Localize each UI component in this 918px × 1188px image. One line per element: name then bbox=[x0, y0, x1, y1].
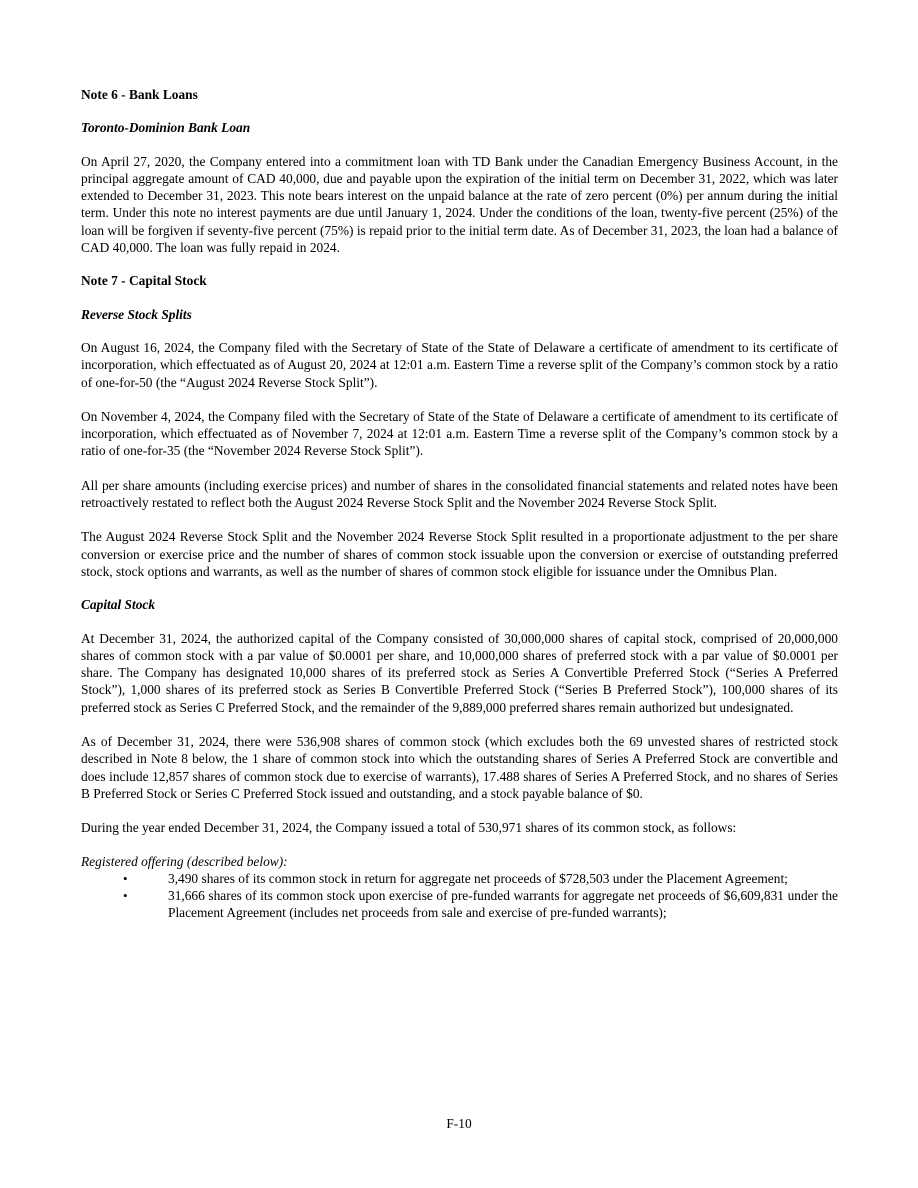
document-page bbox=[81, 86, 838, 922]
list-item-text: 31,666 shares of its common stock upon exercise of pre-funded warrants for aggregate net proceeds of $6,609,831 under the Placement Agreement (includes net proceeds from sale and exercise of pre-funded warrants); bbox=[168, 888, 838, 921]
page-number: F-10 bbox=[446, 1116, 472, 1131]
capital-stock-subheading: Capital Stock bbox=[81, 597, 156, 613]
reverse-split-paragraph-3: All per share amounts (including exercise prices) and number of shares in the consolidated financial statements and related notes have been retroactively restated to reflect both the August 2024 Reverse Stock Split and the November 2024 Reverse Stock Split. bbox=[81, 477, 838, 511]
registered-offering-label: Registered offering (described below): bbox=[81, 853, 288, 869]
capital-stock-paragraph-3: During the year ended December 31, 2024, the Company issued a total of 530,971 shares of its common stock, as follows: bbox=[81, 820, 737, 836]
capital-stock-paragraph-1: At December 31, 2024, the authorized capital of the Company consisted of 30,000,000 shares of capital stock, comprised of 20,000,000 shares of common stock with a par value of $0.0001 per share, and 10,000,000 shares of preferred stock with a par value of $0.0001 per share. The Company has designated 10,000 shares of its preferred stock as Series A Convertible Preferred Stock (“Series A Preferred Stock”), 1,000 shares of its preferred stock as Series B Convertible Preferred Stock (“Series B Preferred Stock”), 100,000 shares of its preferred stock as Series C Preferred Stock, and the remainder of the 9,889,000 preferred shares remain authorized but undesignated. bbox=[81, 630, 838, 715]
list-item bbox=[81, 887, 838, 922]
td-bank-loan-paragraph: On April 27, 2020, the Company entered into a commitment loan with TD Bank under the Canadian Emergency Business Account, in the principal aggregate amount of CAD 40,000, due and payable upon the expiration of the initial term on December 31, 2022, which was later extended to December 31, 2023. This note bears interest on the unpaid balance at the rate of zero percent (0%) per annum during the initial term. Under this note no interest payments are due until January 1, 2024. Under the conditions of the loan, twenty-five percent (25%) of the loan will be forgiven if seventy-five percent (75%) is repaid prior to the initial term date. As of December 31, 2023, the loan had a balance of CAD 40,000. The loan was fully repaid in 2024. bbox=[81, 153, 838, 256]
bullet-icon: • bbox=[123, 888, 128, 904]
td-bank-loan-subheading: Toronto-Dominion Bank Loan bbox=[81, 120, 251, 136]
note7-heading: Note 7 - Capital Stock bbox=[81, 273, 207, 289]
list-item-text: 3,490 shares of its common stock in return for aggregate net proceeds of $728,503 under the Placement Agreement; bbox=[168, 870, 788, 886]
list-item bbox=[81, 870, 838, 887]
reverse-split-paragraph-1: On August 16, 2024, the Company filed with the Secretary of State of the State of Delaware a certificate of amendment to its certificate of incorporation, which effectuated as of August 20, 2024 at 12:01 a.m. Eastern Time a reverse split of the Company’s common stock by a ratio of one-for-50 (the “August 2024 Reverse Stock Split”). bbox=[81, 339, 838, 390]
reverse-split-paragraph-2: On November 4, 2024, the Company filed with the Secretary of State of the State of Delaware a certificate of amendment to its certificate of incorporation, which effectuated as of November 7, 2024 at 12:01 a.m. Eastern Time a reverse split of the Company’s common stock by a ratio of one-for-35 (the “November 2024 Reverse Stock Split”). bbox=[81, 408, 838, 459]
capital-stock-paragraph-2: As of December 31, 2024, there were 536,908 shares of common stock (which excludes both the 69 unvested shares of restricted stock described in Note 8 below, the 1 share of common stock into which the outstanding shares of Series A Preferred Stock are convertible and does include 12,857 shares of common stock due to exercise of warrants), 17.488 shares of Series A Preferred Stock, and no shares of Series B Preferred Stock or Series C Preferred Stock issued and outstanding, and a stock payable balance of $0. bbox=[81, 734, 838, 801]
reverse-stock-splits-subheading: Reverse Stock Splits bbox=[81, 306, 192, 322]
note6-heading: Note 6 - Bank Loans bbox=[81, 87, 198, 102]
reverse-split-paragraph-4: The August 2024 Reverse Stock Split and the November 2024 Reverse Stock Split resulted in a proportionate adjustment to the per share conversion or exercise price and the number of shares of common stock issuable upon the conversion or exercise of outstanding preferred stock, stock options and warrants, as well as the number of shares of common stock eligible for issuance under the Omnibus Plan. bbox=[81, 529, 838, 579]
bullet-icon: • bbox=[123, 870, 128, 886]
offering-bullet-list bbox=[81, 870, 838, 922]
